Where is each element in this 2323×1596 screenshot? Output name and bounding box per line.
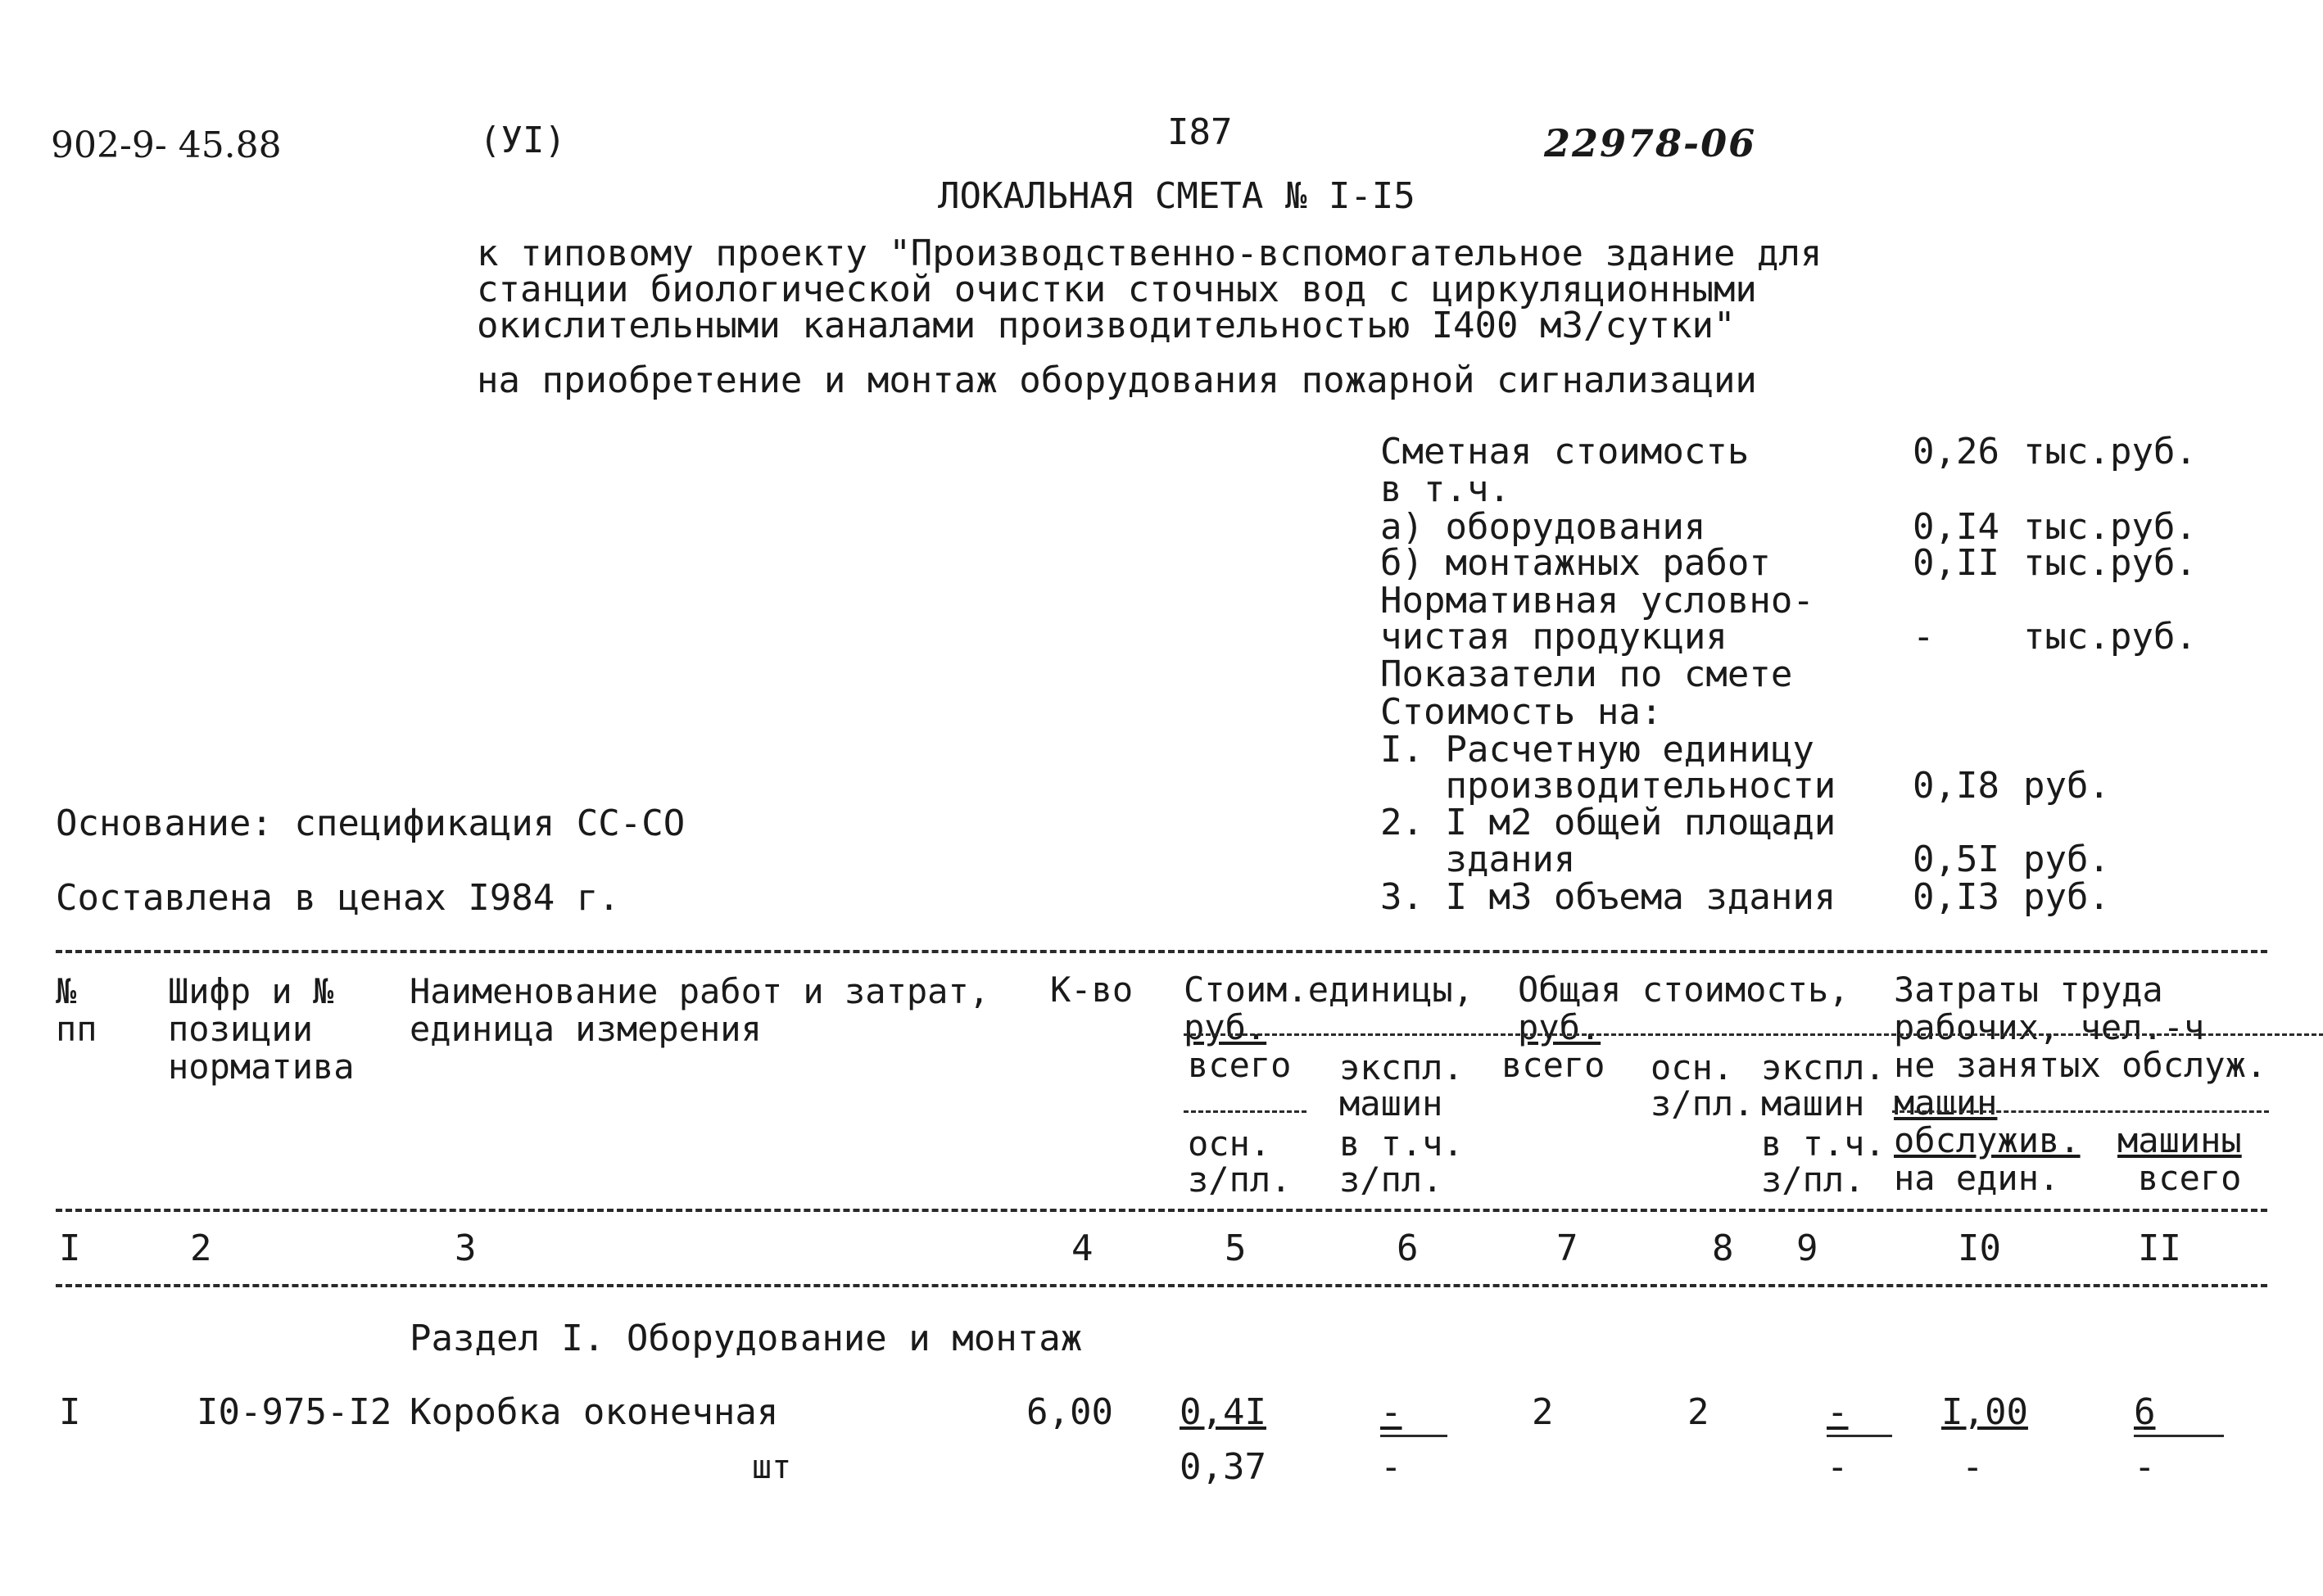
header-unit-total: всего xyxy=(1188,1045,1292,1085)
header-machines: машины xyxy=(2117,1120,2242,1160)
header-col-4: К-во xyxy=(1050,970,1134,1010)
summary-unit: руб. xyxy=(2023,876,2110,918)
header-total-osn: осн. з/пл. xyxy=(1651,1047,1755,1124)
row-labor-unit: I,00 xyxy=(1941,1391,2028,1433)
header-total-all: всего xyxy=(1501,1045,1605,1085)
row-labor-unit-mach: - xyxy=(1962,1446,1984,1488)
underline-mark xyxy=(1827,1435,1892,1437)
subtitle-line-1: к типовому проекту "Производственно-вспомогательное здание для xyxy=(477,233,1823,274)
summary-label: б) монтажных работ xyxy=(1380,542,1771,584)
summary-unit: тыс.руб. xyxy=(2023,542,2197,584)
volume-number: (УI) xyxy=(479,120,566,161)
column-number: 3 xyxy=(455,1228,477,1269)
summary-label: здания xyxy=(1380,839,1576,880)
row-unit-mach-wage: - xyxy=(1380,1446,1402,1488)
underline-mark xyxy=(2134,1435,2224,1437)
summary-label: производительности xyxy=(1380,765,1836,807)
header-labor-workers: рабочих, чел.-ч xyxy=(1894,1007,2205,1047)
header-sub-divider xyxy=(1892,1110,2269,1113)
row-unit-total: 0,4I xyxy=(1180,1391,1266,1433)
column-number: 8 xyxy=(1712,1228,1734,1269)
summary-unit: руб. xyxy=(2023,839,2110,880)
purpose-line: на приобретение и монтаж оборудования пожарной сигнализации xyxy=(477,359,1757,401)
header-labor-not-busy: не занятых обслуж. xyxy=(1894,1045,2267,1085)
header-total-mach: экспл. машин xyxy=(1761,1047,1886,1124)
page-number: I87 xyxy=(1167,111,1233,153)
column-number: 4 xyxy=(1071,1228,1094,1269)
summary-value: - xyxy=(1913,616,1935,658)
summary-label: Сметная стоимость xyxy=(1380,431,1750,472)
document-code: 902-9- 45.88 xyxy=(51,124,282,166)
header-total: всего xyxy=(2138,1158,2242,1198)
column-number: II xyxy=(2138,1228,2181,1269)
table-top-border xyxy=(56,950,2267,953)
prices-line: Составлена в ценах I984 г. xyxy=(56,877,620,919)
summary-value: 0,I3 xyxy=(1913,876,1999,918)
row-number: I xyxy=(59,1391,81,1433)
header-labor-per-unit: на един. xyxy=(1894,1158,2060,1198)
summary-value: 0,I4 xyxy=(1913,506,1999,548)
column-number: I xyxy=(59,1228,81,1269)
header-total-mach-wage: в т.ч. з/пл. xyxy=(1761,1124,1886,1200)
row-unit-mach: - xyxy=(1380,1391,1402,1433)
row-total-mach-wage: - xyxy=(1827,1446,1849,1488)
summary-value: 0,I8 xyxy=(1913,765,1999,807)
summary-label: 2. I м2 общей площади xyxy=(1380,802,1836,843)
header-total-cost: Общая стоимость, xyxy=(1518,970,1850,1010)
summary-value: 0,26 xyxy=(1913,431,1999,472)
summary-label: 3. I м3 объема здания xyxy=(1380,876,1836,918)
header-sub-divider xyxy=(1184,1033,2323,1036)
header-unit-mach: экспл. машин xyxy=(1339,1047,1464,1124)
summary-label: чистая продукция xyxy=(1380,616,1728,658)
underline-mark xyxy=(1380,1435,1447,1437)
column-number: 7 xyxy=(1556,1228,1578,1269)
summary-unit: руб. xyxy=(2023,765,2110,807)
subtitle-line-3: окислительными каналами производительностью I400 м3/сутки" xyxy=(477,305,1736,346)
row-labor-total: 6 xyxy=(2134,1391,2156,1433)
row-unit-osn: 0,37 xyxy=(1180,1446,1266,1488)
column-number: 9 xyxy=(1796,1228,1818,1269)
row-labor-total-mach: - xyxy=(2134,1446,2156,1488)
summary-label: Нормативная условно- xyxy=(1380,580,1814,622)
summary-label: Показатели по смете xyxy=(1380,653,1793,695)
header-unit-cost-rub: руб. xyxy=(1184,1007,1267,1047)
row-total-mach: - xyxy=(1827,1391,1849,1433)
column-number: 6 xyxy=(1397,1228,1419,1269)
summary-unit: тыс.руб. xyxy=(2023,431,2197,472)
header-col-3: Наименование работ и затрат, единица измерения xyxy=(410,971,990,1050)
header-labor-machines: машин xyxy=(1894,1083,1998,1123)
header-unit-mach-wage: в т.ч. з/пл. xyxy=(1339,1124,1464,1200)
summary-value: 0,II xyxy=(1913,542,1999,584)
basis-line: Основание: спецификация СС-СО xyxy=(56,803,686,844)
header-total-cost-rub: руб. xyxy=(1518,1007,1601,1047)
row-total: 2 xyxy=(1532,1391,1554,1433)
subtitle-line-2: станции биологической очистки сточных вод с циркуляционными xyxy=(477,269,1757,310)
document-title: ЛОКАЛЬНАЯ СМЕТА № I-I5 xyxy=(938,175,1415,217)
header-sub-divider xyxy=(1184,1110,1306,1113)
summary-value: 0,5I xyxy=(1913,839,1999,880)
row-unit: шт xyxy=(752,1449,792,1486)
summary-label: I. Расчетную единицу xyxy=(1380,729,1814,771)
row-quantity: 6,00 xyxy=(1026,1391,1113,1433)
row-code: I0-975-I2 xyxy=(197,1391,392,1433)
column-number: 5 xyxy=(1225,1228,1247,1269)
section-title: Раздел I. Оборудование и монтаж xyxy=(410,1318,1083,1359)
summary-label: Стоимость на: xyxy=(1380,691,1663,733)
column-number: I0 xyxy=(1958,1228,2001,1269)
header-labor: Затраты труда xyxy=(1894,970,2163,1010)
header-unit-osn: осн. з/пл. xyxy=(1188,1124,1292,1200)
summary-unit: тыс.руб. xyxy=(2023,616,2197,658)
column-number: 2 xyxy=(190,1228,212,1269)
column-numbers-bottom-border xyxy=(56,1284,2267,1287)
inventory-number: 22978-06 xyxy=(1544,121,1757,165)
summary-label: а) оборудования xyxy=(1380,506,1706,548)
row-total-osn: 2 xyxy=(1687,1391,1709,1433)
header-unit-cost: Стоим.единицы, xyxy=(1184,970,1474,1010)
header-bottom-border xyxy=(56,1209,2267,1212)
header-col-1: № пп xyxy=(56,971,97,1050)
header-labor-serving: обслужив. xyxy=(1894,1120,2081,1160)
summary-label: в т.ч. xyxy=(1380,468,1510,510)
summary-unit: тыс.руб. xyxy=(2023,506,2197,548)
header-col-2: Шифр и № позиции норматива xyxy=(168,971,355,1087)
row-name: Коробка оконечная xyxy=(410,1391,779,1433)
